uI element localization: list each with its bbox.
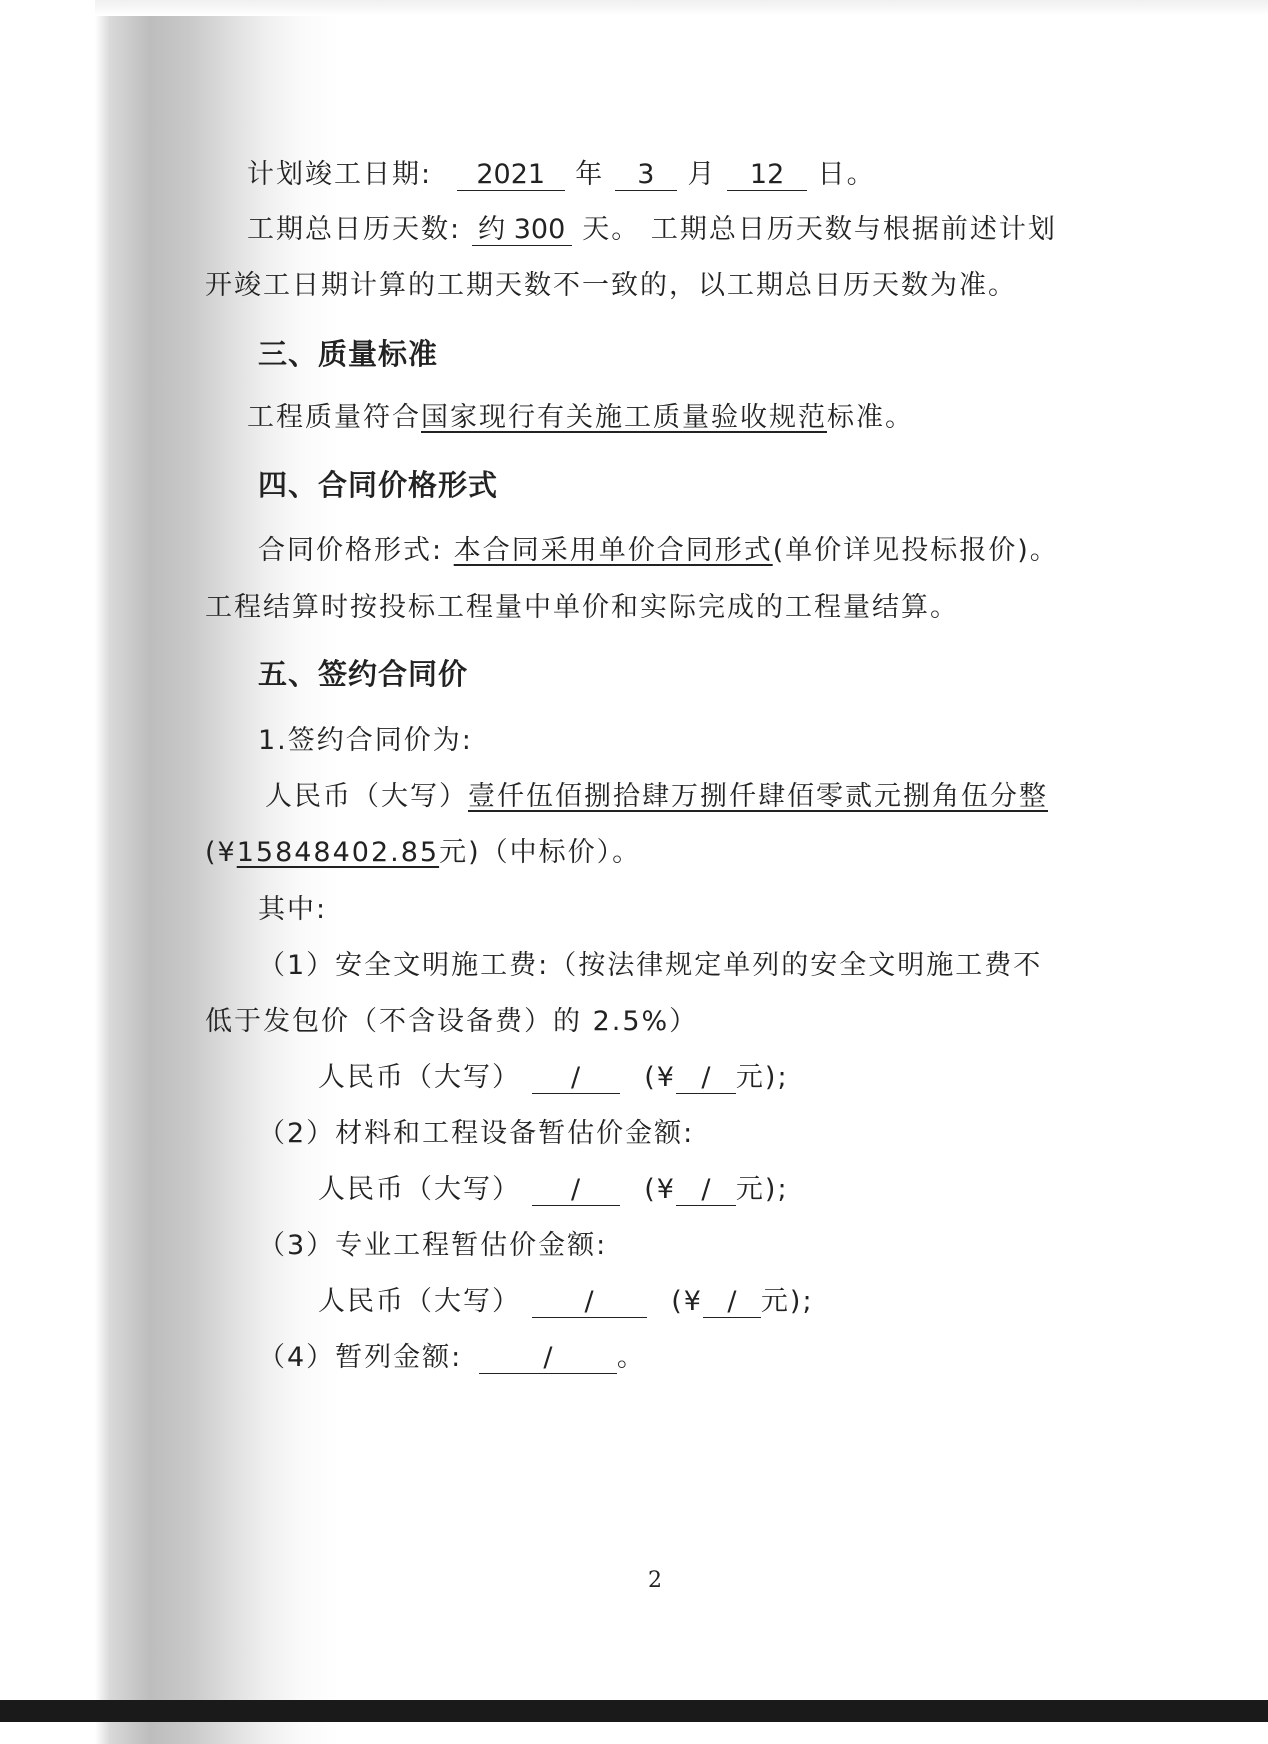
item1-rmb: 人民币（大写） <box>318 1062 521 1093</box>
scan-bottom-edge <box>0 1700 1268 1722</box>
completion-day-unit: 日。 <box>817 159 876 190</box>
duration-line <box>247 212 1057 248</box>
quality-line <box>247 400 914 436</box>
among-label: 其中: <box>258 894 328 925</box>
item2-label: （2）材料和工程设备暂估价金额: <box>258 1118 695 1149</box>
item4-label: （4）暂列金额: <box>258 1342 463 1373</box>
quality-prefix: 工程质量符合 <box>247 402 421 433</box>
price-form-value: 本合同采用单价合同形式 <box>453 535 773 566</box>
duration-note-line <box>205 268 1017 304</box>
item3-label: （3）专业工程暂估价金额: <box>258 1230 608 1261</box>
item3-amount-line <box>318 1284 814 1320</box>
item3-rmb: 人民币（大写） <box>318 1286 521 1317</box>
amount-close: 元)（中标价）。 <box>439 837 642 868</box>
item3-yen: (¥ <box>671 1286 703 1317</box>
item2-close: 元); <box>735 1174 789 1205</box>
contract-amount-words: 壹仟伍佰捌拾肆万捌仟肆佰零贰元捌角伍分整 <box>468 781 1048 812</box>
item4-suffix: 。 <box>616 1342 646 1373</box>
quality-standard: 国家现行有关施工质量验收规范 <box>421 402 827 433</box>
item1-yen: (¥ <box>644 1062 676 1093</box>
item1-number: / <box>676 1063 736 1094</box>
item4-line <box>258 1340 646 1376</box>
completion-month-unit: 月 <box>687 159 717 190</box>
settlement-line: 工程结算时按投标工程量中单价和实际完成的工程量结算。 <box>205 592 959 623</box>
contract-price-item: 1.签约合同价为: <box>258 725 473 756</box>
scan-top-edge <box>95 0 1268 16</box>
completion-month: 3 <box>615 160 677 191</box>
item3-number: / <box>703 1287 761 1318</box>
rmb-label: 人民币（大写） <box>265 781 468 812</box>
item1-close: 元); <box>735 1062 789 1093</box>
price-form-line <box>258 533 1059 569</box>
completion-date-line <box>247 157 876 193</box>
completion-label: 计划竣工日期: <box>247 159 433 190</box>
item4-words: / <box>479 1343 617 1374</box>
section4-heading: 四、合同价格形式 <box>258 468 499 502</box>
section3-heading: 三、质量标准 <box>258 337 439 371</box>
price-form-prefix: 合同价格形式: <box>258 535 444 566</box>
quality-suffix: 标准。 <box>827 402 914 433</box>
item2-yen: (¥ <box>644 1174 676 1205</box>
completion-year-unit: 年 <box>575 159 605 190</box>
duration-label: 工期总日历天数: <box>247 214 462 245</box>
contract-amount-number: 15848402.85 <box>236 837 440 868</box>
item2-number: / <box>676 1175 736 1206</box>
item2-rmb: 人民币（大写） <box>318 1174 521 1205</box>
item1-label: （1）安全文明施工费:（按法律规定单列的安全文明施工费不 <box>258 950 1043 981</box>
item3-close: 元); <box>760 1286 814 1317</box>
duration-note-2: 开竣工日期计算的工期天数不一致的，以工期总日历天数为准。 <box>205 270 1017 301</box>
completion-year: 2021 <box>457 160 565 191</box>
duration-note-1: 工期总日历天数与根据前述计划 <box>650 214 1057 245</box>
item2-words: / <box>532 1175 620 1206</box>
duration-value: 约 300 <box>472 215 572 246</box>
item3-words: / <box>532 1287 647 1318</box>
amount-open: (¥ <box>205 837 237 868</box>
item1-label-cont: 低于发包价（不含设备费）的 2.5%） <box>205 1006 699 1037</box>
item2-amount-line <box>318 1172 789 1208</box>
contract-price-words-line <box>265 779 1048 815</box>
page-number: 2 <box>648 1568 662 1593</box>
completion-day: 12 <box>727 160 807 191</box>
item1-amount-line <box>318 1060 789 1096</box>
item1-words: / <box>532 1063 620 1094</box>
duration-unit: 天。 <box>582 214 641 245</box>
contract-price-number-line <box>205 835 641 871</box>
section5-heading: 五、签约合同价 <box>258 657 469 691</box>
price-form-suffix: (单价详见投标报价)。 <box>772 535 1059 566</box>
